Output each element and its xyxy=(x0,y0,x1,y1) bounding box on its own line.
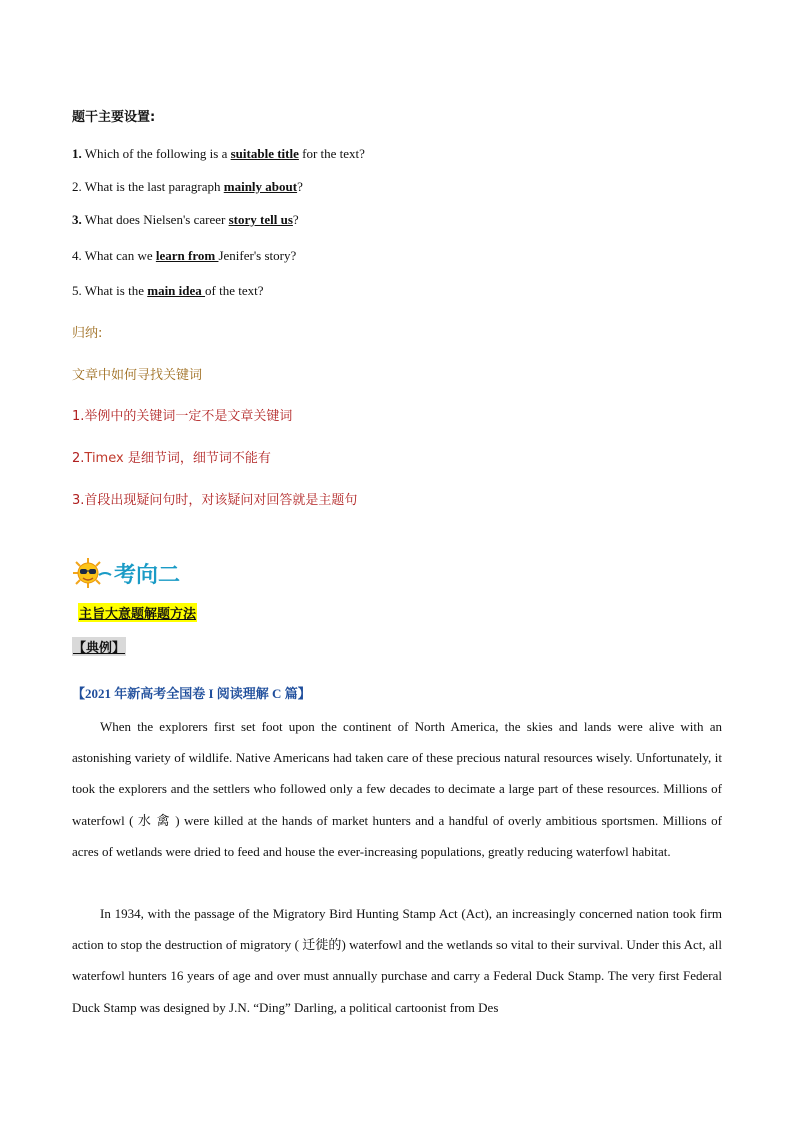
summary-point-2 xyxy=(72,447,271,466)
question-text: ? xyxy=(297,179,303,194)
point-text: 是细节词，细节词不能有 xyxy=(123,451,271,466)
question-text: Jenifer's story? xyxy=(218,248,297,263)
section-highlight: 主旨大意题解题方法 xyxy=(78,603,197,622)
question-text: What does Nielsen's career xyxy=(81,212,229,227)
summary-subtitle: 文章中如何寻找关键词 xyxy=(72,368,203,383)
question-keyword: learn from xyxy=(155,248,219,263)
summary-label: 归纳: xyxy=(72,326,103,341)
example-label: 【典例】 xyxy=(72,637,126,656)
question-text: of the text? xyxy=(205,283,264,298)
question-number: 4. xyxy=(72,248,82,263)
passage-paragraph-2: In 1934, with the passage of the Migratory Bird Hunting Stamp Act (Act), an increasingly concerned nation took firm action to stop the destruction of migratory ( 迁徙的) waterfowl and the wetlands so vital to their survival. Under this Act, all waterfowl hunters 16 years of age and over must annually purchase and carry a Federal Duck Stamp. The very first Federal Duck Stamp was designed by J.N. “Ding” Darling, a political cartoonist from Des xyxy=(72,906,722,1015)
section-title: 考向二 xyxy=(114,563,181,588)
question-4 xyxy=(72,248,296,264)
question-number: 2. xyxy=(72,179,82,194)
question-3 xyxy=(72,212,299,228)
question-text: What is the last paragraph xyxy=(81,179,224,194)
question-keyword: main idea xyxy=(147,283,206,298)
point-term: Timex xyxy=(84,451,124,466)
question-keyword: suitable title xyxy=(230,146,299,161)
passage-paragraph-1: When the explorers first set foot upon the continent of North America, the skies and lands were alive with an astonishing variety of wildlife. Native Americans had taken care of these precious natural resources wisely. Unfortunately, it took the explorers and the settlers who followed only a few decades to decimate a large part of these resources. Millions of waterfowl ( 水 禽 ) were killed at the hands of market hunters and a handful of overly ambitious sportsmen. Millions of acres of wetlands were dried to feed and house the ever-increasing populations, greatly reducing waterfowl habitat. xyxy=(72,719,722,859)
question-number: 5. xyxy=(72,283,82,298)
question-number: 1. xyxy=(72,146,82,161)
summary-point-3: 3.首段出现疑问句时，对该疑问对回答就是主题句 xyxy=(72,493,358,508)
question-stem-heading: 题干主要设置: xyxy=(72,110,156,125)
passage-source: 【2021 年新高考全国卷 I 阅读理解 C 篇】 xyxy=(72,686,311,701)
sun-with-sunglasses-icon xyxy=(72,557,112,589)
question-text: Which of the following is a xyxy=(81,146,231,161)
question-text: What is the xyxy=(81,283,148,298)
question-text: ? xyxy=(292,212,299,227)
point-number: 2. xyxy=(72,451,85,466)
question-1 xyxy=(72,146,365,162)
question-number: 3. xyxy=(72,212,82,227)
question-keyword: mainly about xyxy=(223,179,298,194)
question-text: for the text? xyxy=(298,146,365,161)
question-keyword: story tell us xyxy=(228,212,293,227)
question-text: What can we xyxy=(81,248,156,263)
question-2 xyxy=(72,179,303,195)
summary-point-1: 1.举例中的关键词一定不是文章关键词 xyxy=(72,409,293,424)
question-5 xyxy=(72,283,264,299)
